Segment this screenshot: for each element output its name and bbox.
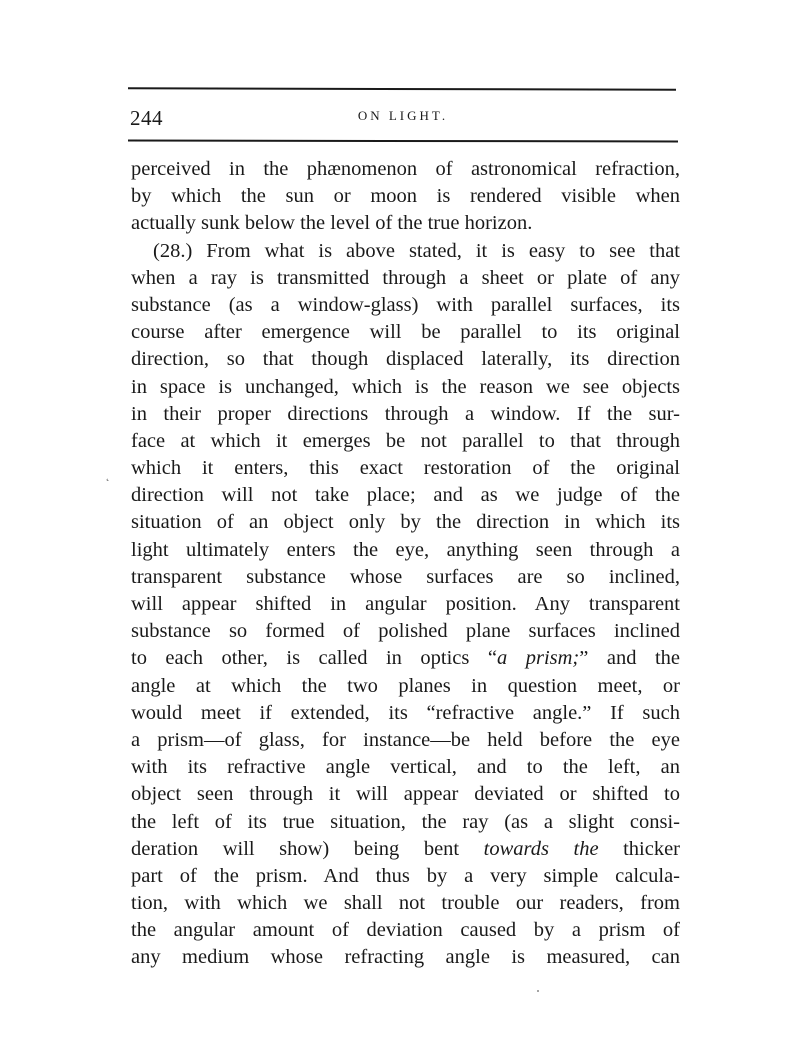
text-line: angle at which the two planes in question meet, or [131,674,680,697]
text-line: tion, with which we shall not trouble our readers, from [131,892,680,915]
text-line: by which the sun or moon is rendered visible when [131,185,680,208]
running-head [128,104,678,128]
marginal-mark: ˛ [106,470,110,482]
body-text [131,156,680,972]
text-line: would meet if extended, its “refractive angle.” If such [131,701,680,724]
text-line: deration will show) being bent towards the thicker [131,837,680,860]
text-line: to each other, is called in optics “a prism;” and the [131,647,680,670]
text-line: with its refractive angle vertical, and to the left, an [131,756,680,779]
text-line: any medium whose refracting angle is measured, can [131,946,680,969]
text-line: the angular amount of deviation caused by a prism of [131,919,680,942]
text-line: perceived in the phænomenon of astronomical refraction, [131,158,680,180]
text-line: course after emergence will be parallel to its original [131,321,680,344]
text-line: which it enters, this exact restoration of the original [131,457,680,480]
text-line: situation of an object only by the direction in which its [131,511,680,534]
text-line: substance so formed of polished plane surfaces inclined [131,620,680,643]
text-line: actually sunk below the level of the true horizon. [131,212,533,235]
text-line: light ultimately enters the eye, anything seen through a [131,538,680,561]
text-line: direction, so that though displaced laterally, its direction [131,348,680,371]
ink-speck [537,990,539,992]
header-top-rule [128,87,676,90]
header-bottom-rule [128,140,678,143]
paragraph-first-line: (28.) From what is above stated, it is easy to see that [153,239,680,262]
page-number: 244 [130,106,163,130]
text-line: substance (as a window-glass) with parallel surfaces, its [131,293,680,316]
italic-phrase: a prism; [496,647,580,670]
text-line: direction will not take place; and as we judge of the [131,484,680,507]
text-line: will appear shifted in angular position. Any transparent [131,593,680,615]
text-line: a prism—of glass, for instance—be held before the eye [131,728,680,751]
text-line: transparent substance whose surfaces are so inclined, [131,565,680,588]
text-line: face at which it emerges be not parallel to that through [131,429,680,452]
italic-phrase: towards the [483,837,599,860]
text-line: part of the prism. And thus by a very simple calcula- [131,864,680,887]
text-line: the left of its true situation, the ray (as a slight consi- [131,810,680,833]
running-title: ON LIGHT. [357,108,449,123]
text-line: object seen through it will appear deviated or shifted to [131,783,680,806]
text-line: when a ray is transmitted through a sheet or plate of any [131,266,680,289]
text-line: in space is unchanged, which is the reason we see objects [131,375,680,398]
text-line: in their proper directions through a window. If the sur- [131,402,680,425]
